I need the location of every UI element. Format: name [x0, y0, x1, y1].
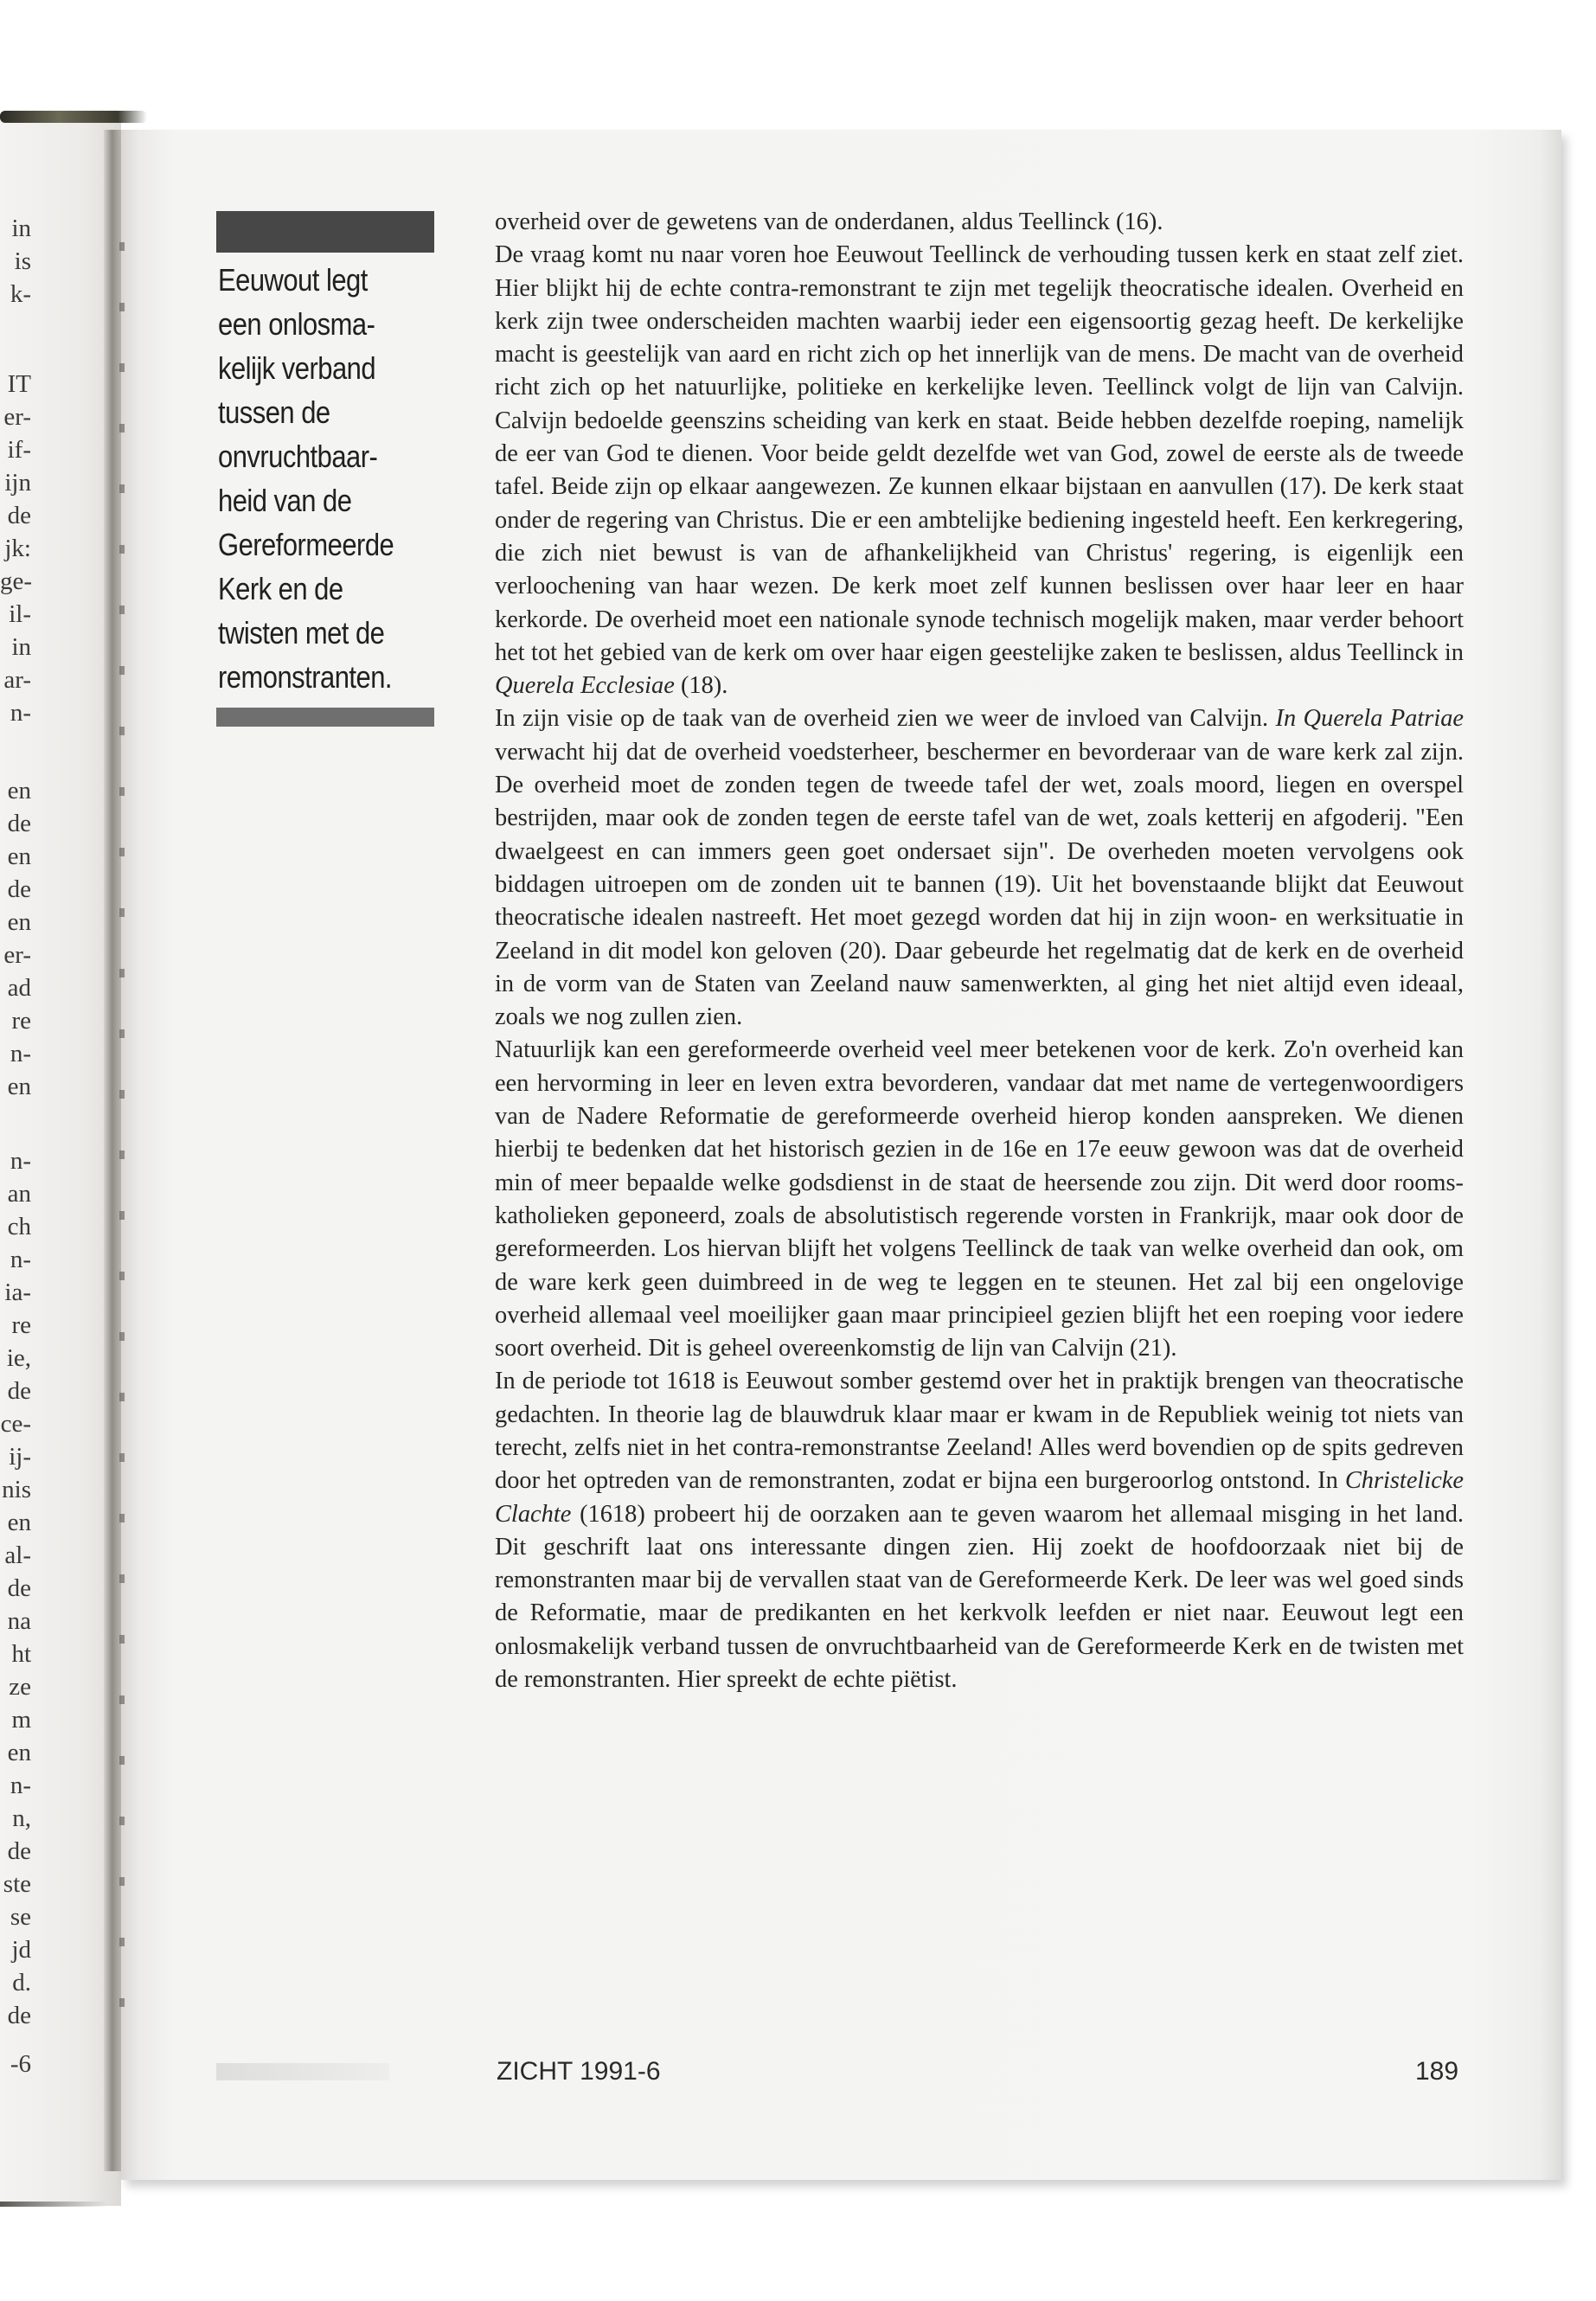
- left-page-fragment: ste: [3, 1870, 31, 1898]
- left-page-fragment: al-: [4, 1541, 31, 1569]
- left-page-fragment: nis: [2, 1476, 31, 1503]
- paragraph-text: De vraag komt nu naar voren hoe Eeuwout Teellinck de verhouding tussen kerk en staat zelf ziet. Hier blijkt hij de echte contra-remonstrant te zijn met tegelijk theocratische idealen. Overheid en kerk zijn twee onderscheiden machten waarbij ieder een eigensoortig gezag heeft. De kerkelijke macht is geestelijk van aard en richt zich op het innerlijk van de mens. De macht van de overheid richt zich op het natuurlijke, politieke en kerkelijke leven. Teellinck volgt de lijn van Calvijn. Calvijn bedoelde geenszins scheiding van kerk en staat. Beide hebben dezelfde roeping, namelijk de eer van God te dienen. Voor beide geldt dezelfde wet van God, zowel de eerste als de tweede tafel. Beide zijn op elkaar aangewezen. Ze kunnen elkaar bijstaan en aanvullen (17). De kerk staat onder de regering van Christus. Die er een ambtelijke bediening ingesteld heeft. Een kerkregering, die zich niet bewust is van de afhankelijkheid van Christus' regering, is eigenlijk een verloochening van haar wezen. De kerk moet zelf kunnen beslissen over haar leer en haar kerkorde. De overheid moet een nationale synode technisch mogelijk maken, maar verder behoort het tot het gebied van de kerk om over haar eigen geestelijke zaken te beslissen, aldus Teellinck in: [495, 241, 1464, 666]
- pull-quote-line: een onlosma-: [218, 306, 375, 342]
- paragraph-text: verwacht hij dat de overheid voedsterheer, beschermer en bevorderaar van de ware kerk zal zijn. De overheid moet de zonden tegen de tweede tafel der wet, zoals moord, liegen en overspel bestrijden, maar ook de zonden tegen de eerste tafel van de wet, zoals ketterij en afgoderij. "Een dwaelgeest en can immers geen goet ondersaet sijn". De overheden moeten vervolgens ook biddagen uitroepen om de zonden uit te bannen (19). Uit het bovenstaande blijkt dat Eeuwout theocratische idealen nastreeft. Het moet gezegd worden dat hij in zijn woon- en werksituatie in Zeeland in dit model kon geloven (20). Daar gebeurde het regelmatig dat de kerk en de overheid in de vorm van de Staten van Zeeland nauw samenwerkten, al ging het niet altijd even ideaal, zoals we nog zullen zien.: [495, 738, 1464, 1031]
- binding-stitches: [119, 242, 125, 2041]
- left-page-fragment: er-: [3, 941, 31, 969]
- left-page-fragment: d.: [12, 1969, 31, 1997]
- pull-quote-line: heid van de: [218, 483, 352, 518]
- left-page-bottom-edge: [0, 2202, 108, 2207]
- left-page-fragment: de: [7, 502, 31, 529]
- pull-quote-line: tussen de: [218, 394, 330, 430]
- left-page-fragment: n,: [12, 1804, 31, 1832]
- left-page-fragment: ie,: [6, 1344, 31, 1372]
- left-page-fragment: de: [7, 1377, 31, 1405]
- left-page-fragment: ze: [9, 1673, 31, 1701]
- left-page-fragment: na: [7, 1607, 31, 1635]
- pull-quote-bottom-bar: [216, 708, 434, 727]
- left-page-fragment: n-: [10, 1040, 31, 1067]
- left-page-fragment: in: [11, 633, 31, 661]
- paragraph-text: In zijn visie op de taak van de overheid zien we weer de invloed van Calvijn.: [495, 705, 1269, 733]
- left-page-fragment: n-: [10, 1147, 31, 1175]
- left-page-fragment: re: [11, 1311, 31, 1339]
- left-page-fragment: en: [7, 908, 31, 936]
- left-page-fragment: n-: [10, 699, 31, 727]
- left-page-fragment: ad: [7, 974, 31, 1002]
- left-page-fragment: en: [7, 1509, 31, 1536]
- left-page-fragment: IT: [7, 370, 31, 398]
- left-page-fragment: en: [7, 1739, 31, 1766]
- left-page-fragment: an: [7, 1180, 31, 1208]
- left-page-fragment: en: [7, 777, 31, 804]
- left-page-fragment: jk:: [4, 535, 31, 562]
- left-page-fragment: se: [10, 1903, 31, 1931]
- pull-quote-line: Eeuwout legt: [218, 262, 368, 298]
- left-page-fragment: jd: [11, 1936, 31, 1964]
- left-page-fragment: k-: [10, 280, 31, 308]
- paragraph: overheid over de gewetens van de onderdanen, aldus Teellinck (16).: [495, 208, 1163, 235]
- left-page-fragment: il-: [9, 600, 31, 628]
- left-page-fragment: m: [11, 1706, 31, 1734]
- left-page-fragment: in: [11, 215, 31, 242]
- pull-quote-line: twisten met de: [218, 615, 385, 651]
- left-page-fragment: en: [7, 843, 31, 870]
- pull-quote-line: kelijk verband: [218, 350, 376, 386]
- left-page-fragment: er-: [3, 403, 31, 431]
- paragraph: Natuurlijk kan een gereformeerde overheid veel meer betekenen voor de kerk. Zo'n overheid kan een hervorming in leer en leven extra bevorderen, vandaar dat met name de vertegenwoordigers van de Nadere Reformatie de gereformeerde overheid hierop konden aanspreken. We dienen hierbij te bedenken dat het historisch gezien in de 16e en 17e eeuw gewoon was dat de overheid min of meer bepaalde welke godsdienst in de staat de heersende zou zijn. Dit werd door rooms-katholieken geponeerd, zoals de absolutistisch regerende vorsten in Frankrijk, maar ook door de gereformeerden. Los hiervan blijft het volgens Teellinck de taak van welke overheid dan ook, om de ware kerk geen duimbreed in de weg te leggen en te steunen. Het zal bij een ongelovige overheid allemaal veel moeilijker gaan maar principieel gezien blijft het een roeping voor iedere soort overheid. Dit is geheel overeenkomstig de lijn van Calvijn (21).: [495, 1036, 1464, 1362]
- article-body: [495, 206, 1464, 1696]
- book-title: In Querela Patriae: [1275, 705, 1465, 733]
- left-page-fragment: ia-: [4, 1279, 31, 1306]
- left-page-fragment: is: [14, 247, 31, 275]
- book-title: Querela Ecclesiae: [495, 672, 675, 700]
- left-page-fragment: re: [11, 1007, 31, 1035]
- left-page-fragment: n-: [10, 1772, 31, 1799]
- left-page-fragment: de: [7, 2002, 31, 2029]
- paragraph: [495, 702, 1464, 1034]
- left-page-fragment: de: [7, 1574, 31, 1602]
- pull-quote-line: Kerk en de: [218, 571, 343, 606]
- left-page-fragment: ce-: [0, 1410, 31, 1438]
- left-page-fragment: -6: [10, 2050, 31, 2078]
- left-page-fragment: en: [7, 1073, 31, 1100]
- left-page-fragment: ht: [11, 1640, 31, 1668]
- left-page-fragment: ij-: [9, 1443, 31, 1471]
- left-page-edge: [0, 121, 121, 2206]
- left-page-fragment: de: [7, 1837, 31, 1865]
- left-page-fragment: n-: [10, 1246, 31, 1273]
- page-number: 189: [1415, 2057, 1459, 2086]
- left-page-fragment: ch: [7, 1213, 31, 1240]
- pull-quote-line: Gereformeerde: [218, 527, 394, 562]
- left-page-fragment: de: [7, 875, 31, 903]
- paragraph-text: (18).: [680, 672, 728, 700]
- paragraph: [495, 239, 1464, 702]
- left-page-fragment: if-: [7, 436, 31, 464]
- book-title: Christelicke Clachte: [495, 1467, 1464, 1528]
- left-page-fragment: de: [7, 810, 31, 837]
- left-page-fragment: ijn: [4, 469, 31, 497]
- paragraph-text: (1618) probeert hij de oorzaken aan te geven waarom het allemaal misging in het land. Dit geschrift laat ons interessante dingen zien. Hij zoekt de hoofdoorzaak niet bij de remonstranten maar bij de vervallen staat van de Gereformeerde Kerk. De leer was wel goed sinds de Reformatie, maar de predikanten en het kerkvolk leefden er niet naar. Eeuwout legt een onlosmakelijk verband tussen de onvruchtbaarheid van de Gereformeerde Kerk en de twisten met de remonstranten. Hier spreekt de echte piëtist.: [495, 1500, 1464, 1694]
- pull-quote-top-bar: [216, 211, 434, 253]
- left-page-fragment: ar-: [3, 666, 31, 694]
- paragraph-text: In de periode tot 1618 is Eeuwout somber gestemd over het in praktijk brengen van theocratische gedachten. In theorie lag de blauwdruk klaar maar er kwam in de Republiek weinig tot niets van terecht, zelfs niet in het contra-remonstrantse Zeeland! Alles werd bovendien op de spits gedreven door het optreden van de remonstranten, zodat er bijna een burgeroorlog ontstond. In: [495, 1368, 1464, 1495]
- footer-bleed-through: [216, 2063, 389, 2080]
- pull-quote: [218, 258, 441, 699]
- pull-quote-line: remonstranten.: [218, 659, 393, 695]
- paragraph: [495, 1365, 1464, 1696]
- pull-quote-line: onvruchtbaar-: [218, 439, 378, 474]
- journal-issue: ZICHT 1991-6: [497, 2057, 661, 2086]
- left-page-fragment: ge-: [0, 567, 33, 595]
- left-page-binding-strip: [0, 111, 147, 123]
